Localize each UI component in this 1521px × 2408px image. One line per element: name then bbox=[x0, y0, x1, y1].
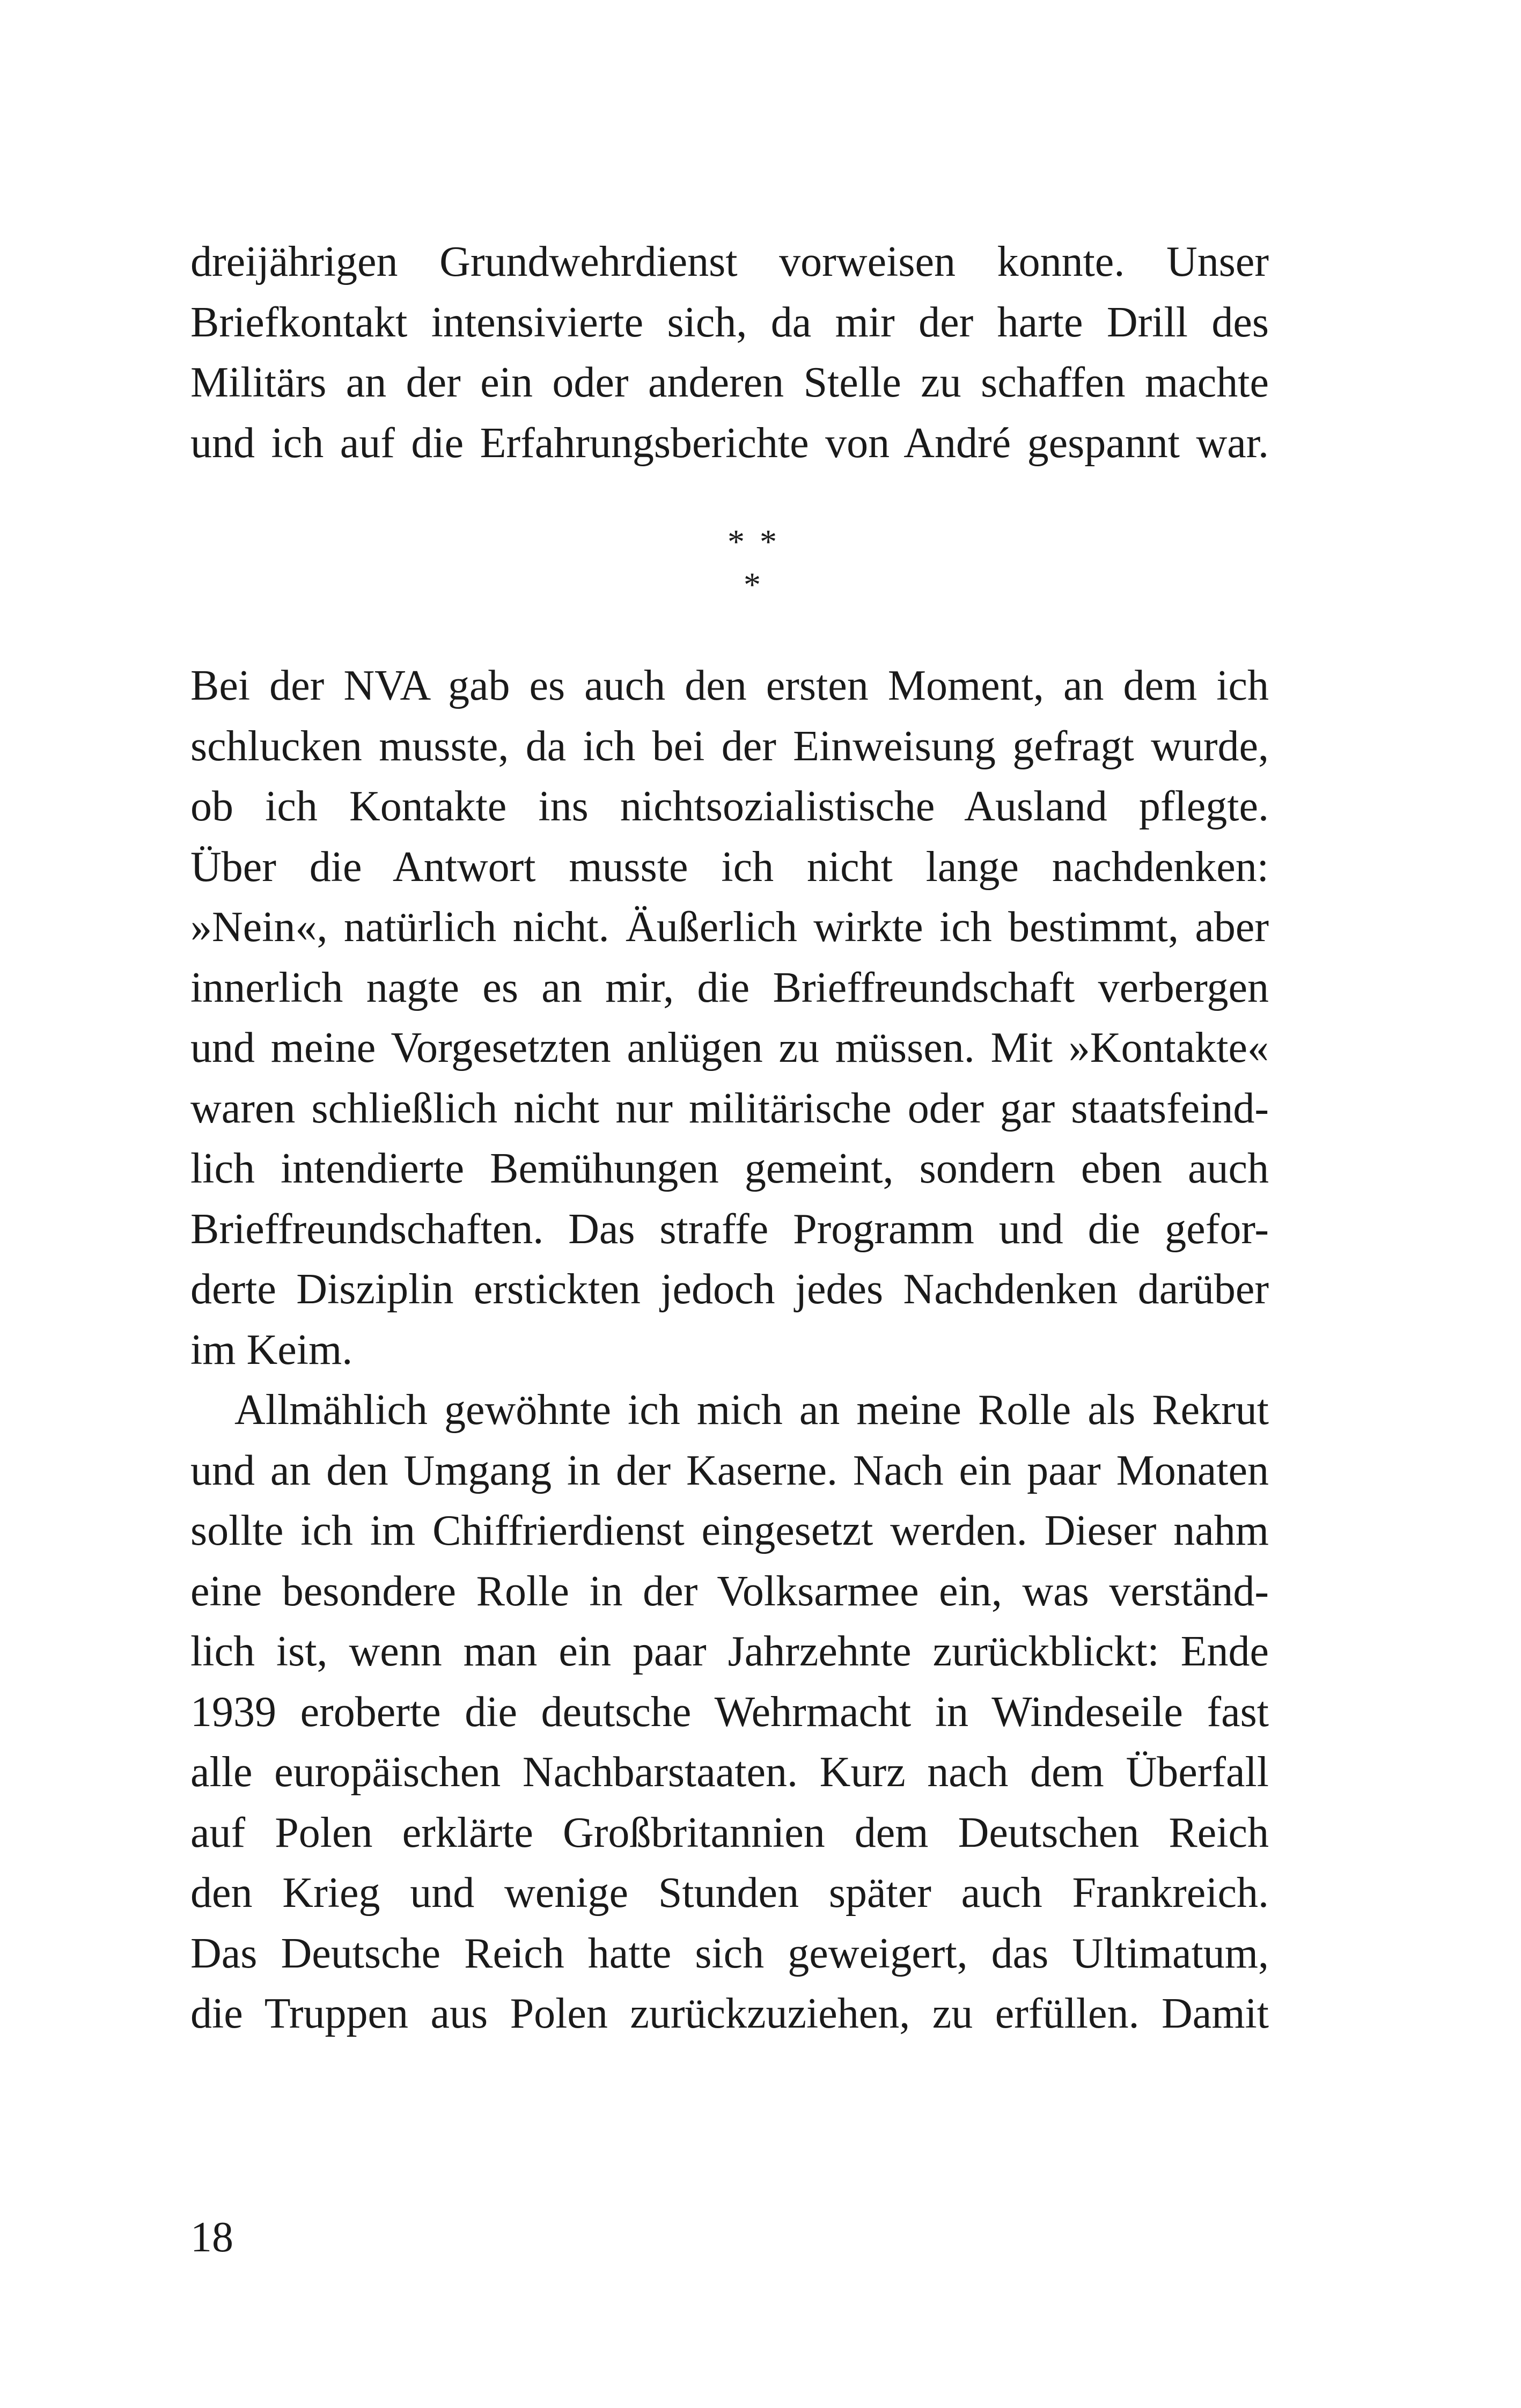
paragraph-main bbox=[190, 656, 1269, 2044]
text-line: den Krieg und wenige Stunden später auch Frankreich. bbox=[190, 1869, 1269, 1917]
text-line: Briefkontakt intensivierte sich, da mir der harte Drill des bbox=[190, 298, 1269, 346]
text-line: und ich auf die Erfahrungsberichte von André gespannt war. bbox=[190, 419, 1269, 467]
text-line: dreijährigen Grundwehrdienst vorweisen konnte. Unser bbox=[190, 238, 1269, 285]
text-line: »Nein«, natürlich nicht. Äußerlich wirkte ich bestimmt, aber bbox=[190, 904, 1269, 951]
text-line: ob ich Kontakte ins nichtsozialistische Ausland pflegte. bbox=[190, 783, 1269, 830]
text-line: Über die Antwort musste ich nicht lange nachdenken: bbox=[190, 843, 1269, 891]
text-line: und meine Vorgesetzten anlügen zu müssen. Mit »Kontakte« bbox=[190, 1024, 1269, 1071]
page-number: 18 bbox=[190, 2214, 233, 2261]
section-separator: * * * bbox=[728, 523, 780, 604]
text-line: und an den Umgang in der Kaserne. Nach ein paar Monaten bbox=[190, 1447, 1269, 1494]
text-line: lich intendierte Bemühungen gemeint, sondern eben auch bbox=[190, 1145, 1269, 1192]
text-line: lich ist, wenn man ein paar Jahrzehnte zurückblickt: Ende bbox=[190, 1628, 1269, 1675]
text-line: im Keim. bbox=[190, 1326, 353, 1374]
text-line: Brieffreundschaften. Das straffe Programm und die gefor- bbox=[190, 1205, 1269, 1253]
text-line: alle europäischen Nachbarstaaten. Kurz nach dem Überfall bbox=[190, 1749, 1269, 1796]
text-line: innerlich nagte es an mir, die Brieffreundschaft verbergen bbox=[190, 964, 1269, 1011]
text-line: eine besondere Rolle in der Volksarmee ein, was verständ- bbox=[190, 1567, 1269, 1615]
text-line: sollte ich im Chiffrierdienst eingesetzt werden. Dieser nahm bbox=[190, 1507, 1269, 1554]
text-line: Militärs an der ein oder anderen Stelle zu schaffen machte bbox=[190, 359, 1269, 406]
text-line: waren schließlich nicht nur militärische oder gar staatsfeind- bbox=[190, 1084, 1269, 1132]
text-line: schlucken musste, da ich bei der Einweisung gefragt wurde, bbox=[190, 722, 1269, 770]
text-line: Das Deutsche Reich hatte sich geweigert, das Ultimatum, bbox=[190, 1929, 1269, 1977]
text-line: Allmählich gewöhnte ich mich an meine Rolle als Rekrut bbox=[234, 1386, 1269, 1434]
text-line: 1939 eroberte die deutsche Wehrmacht in Windeseile fast bbox=[190, 1688, 1269, 1736]
text-line: auf Polen erklärte Großbritannien dem Deutschen Reich bbox=[190, 1809, 1269, 1856]
text-line: Bei der NVA gab es auch den ersten Moment, an dem ich bbox=[190, 662, 1269, 709]
text-line: die Truppen aus Polen zurückzuziehen, zu erfüllen. Damit bbox=[190, 1990, 1269, 2037]
paragraph-top bbox=[190, 232, 1269, 473]
text-line: derte Disziplin erstickten jedoch jedes Nachdenken darüber bbox=[190, 1266, 1269, 1313]
